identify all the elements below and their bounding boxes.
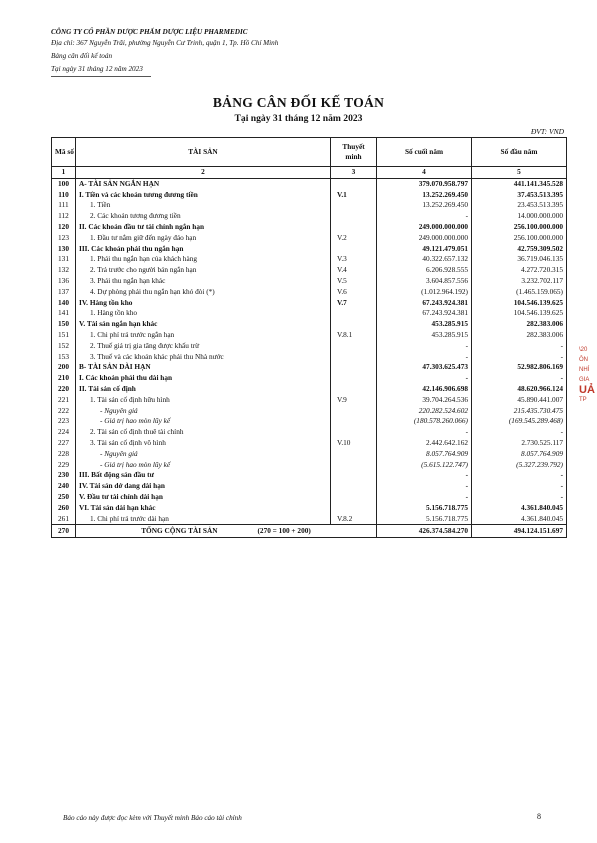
row-code: 250	[52, 492, 76, 503]
row-begin-value: 42.759.309.502	[472, 244, 567, 255]
row-end-value: -	[377, 341, 472, 352]
table-row	[52, 492, 567, 503]
table-row	[52, 222, 567, 233]
row-label: 3. Phải thu ngắn hạn khác	[76, 276, 331, 287]
row-end-value: 6.206.928.555	[377, 265, 472, 276]
row-end-value: 13.252.269.450	[377, 190, 472, 201]
row-label: - Nguyên giá	[76, 406, 331, 417]
table-row	[52, 438, 567, 449]
row-note: V.8.2	[331, 514, 377, 525]
table-row	[52, 460, 567, 471]
red-stamp-fragment	[579, 345, 597, 405]
table-row	[52, 341, 567, 352]
row-code: 136	[52, 276, 76, 287]
header-end-of-year: Số cuối năm	[377, 138, 472, 167]
row-end-value: 67.243.924.381	[377, 308, 472, 319]
row-end-value: -	[377, 481, 472, 492]
row-end-value: 47.303.625.473	[377, 362, 472, 373]
row-label: 2. Trả trước cho người bán ngắn hạn	[76, 265, 331, 276]
row-end-value: 49.121.479.051	[377, 244, 472, 255]
stamp-text: GIA	[579, 377, 590, 383]
row-label: V. Tài sản ngắn hạn khác	[76, 319, 331, 330]
row-code: 227	[52, 438, 76, 449]
row-label: 1. Chi phí trả trước dài hạn	[76, 514, 331, 525]
row-begin-value: 36.719.046.135	[472, 254, 567, 265]
row-end-value: 3.604.857.556	[377, 276, 472, 287]
row-note: V.7	[331, 298, 377, 309]
table-row	[52, 514, 567, 525]
row-note	[331, 449, 377, 460]
table-row	[52, 319, 567, 330]
row-begin-value: 52.982.806.169	[472, 362, 567, 373]
row-end-value: 40.322.657.132	[377, 254, 472, 265]
row-note	[331, 352, 377, 363]
row-label: B- TÀI SẢN DÀI HẠN	[76, 362, 331, 373]
total-begin-value: 494.124.151.697	[472, 525, 567, 538]
row-note: V.6	[331, 287, 377, 298]
table-row	[52, 190, 567, 201]
row-begin-value: 104.546.139.625	[472, 298, 567, 309]
row-note	[331, 178, 377, 189]
row-begin-value: 282.383.006	[472, 319, 567, 330]
row-label: III. Bất động sản đầu tư	[76, 470, 331, 481]
table-row	[52, 200, 567, 211]
table-row	[52, 449, 567, 460]
table-row	[52, 481, 567, 492]
row-end-value: 5.156.718.775	[377, 503, 472, 514]
header-code: Mã số	[52, 138, 76, 167]
row-begin-value: 37.453.513.395	[472, 190, 567, 201]
row-code: 220	[52, 384, 76, 395]
row-label: I. Tiền và các khoản tương đương tiền	[76, 190, 331, 201]
row-end-value: 8.057.764.909	[377, 449, 472, 460]
index-cell: 5	[472, 167, 567, 179]
row-label: II. Các khoản đầu tư tài chính ngắn hạn	[76, 222, 331, 233]
row-note	[331, 492, 377, 503]
row-end-value: -	[377, 352, 472, 363]
row-note: V.5	[331, 276, 377, 287]
page-title: BẢNG CÂN ĐỐI KẾ TOÁN	[212, 95, 385, 110]
table-row	[52, 308, 567, 319]
row-end-value: 67.243.924.381	[377, 298, 472, 309]
row-begin-value: -	[472, 470, 567, 481]
column-index-row	[52, 167, 567, 179]
row-code: 140	[52, 298, 76, 309]
row-code: 141	[52, 308, 76, 319]
row-note: V.1	[331, 190, 377, 201]
row-note: V.4	[331, 265, 377, 276]
row-note	[331, 416, 377, 427]
row-note: V.10	[331, 438, 377, 449]
stamp-text: ÔN	[579, 357, 588, 363]
row-begin-value: -	[472, 492, 567, 503]
row-begin-value: 4.361.840.045	[472, 503, 567, 514]
table-row	[52, 265, 567, 276]
row-label: A- TÀI SẢN NGẮN HẠN	[76, 178, 331, 189]
row-begin-value: 215.435.730.475	[472, 406, 567, 417]
row-code: 130	[52, 244, 76, 255]
row-end-value: 39.704.264.536	[377, 395, 472, 406]
row-code: 240	[52, 481, 76, 492]
row-end-value: 453.285.915	[377, 330, 472, 341]
row-label: 1. Tài sản cố định hữu hình	[76, 395, 331, 406]
total-label: TỔNG CỘNG TÀI SẢN	[141, 525, 218, 535]
index-cell: 3	[331, 167, 377, 179]
row-begin-value: 256.100.000.000	[472, 222, 567, 233]
row-end-value: (180.578.260.066)	[377, 416, 472, 427]
row-begin-value: -	[472, 427, 567, 438]
row-code: 153	[52, 352, 76, 363]
row-code: 120	[52, 222, 76, 233]
total-label-cell	[76, 525, 377, 538]
table-header-row	[52, 138, 567, 167]
row-code: 131	[52, 254, 76, 265]
page-subtitle: Tại ngày 31 tháng 12 năm 2023	[234, 113, 363, 124]
row-code: 123	[52, 233, 76, 244]
table-row	[52, 503, 567, 514]
row-note	[331, 481, 377, 492]
row-note	[331, 362, 377, 373]
table-row	[52, 427, 567, 438]
row-note: V.8.1	[331, 330, 377, 341]
table-row	[52, 244, 567, 255]
row-code: 228	[52, 449, 76, 460]
row-begin-value: 3.232.702.117	[472, 276, 567, 287]
header-note: Thuyết minh	[331, 138, 377, 167]
row-label: - Giá trị hao mòn lũy kế	[76, 416, 331, 427]
row-end-value: (1.012.964.192)	[377, 287, 472, 298]
row-label: 1. Phải thu ngắn hạn của khách hàng	[76, 254, 331, 265]
row-note	[331, 470, 377, 481]
row-end-value: 453.285.915	[377, 319, 472, 330]
row-end-value: 379.070.958.797	[377, 178, 472, 189]
table-row	[52, 287, 567, 298]
row-label: 1. Đầu tư nắm giữ đến ngày đáo hạn	[76, 233, 331, 244]
header-assets: TÀI SẢN	[76, 138, 331, 167]
row-end-value: 249.000.000.000	[377, 233, 472, 244]
row-begin-value: 8.057.764.909	[472, 449, 567, 460]
row-label: VI. Tài sản dài hạn khác	[76, 503, 331, 514]
row-end-value: -	[377, 427, 472, 438]
row-label: 3. Thuế và các khoản khác phải thu Nhà nước	[76, 352, 331, 363]
row-note	[331, 384, 377, 395]
row-end-value: 220.282.524.602	[377, 406, 472, 417]
report-date: Tại ngày 31 tháng 12 năm 2023	[51, 65, 143, 73]
row-code: 137	[52, 287, 76, 298]
table-row	[52, 211, 567, 222]
row-note	[331, 319, 377, 330]
row-end-value: 5.156.718.775	[377, 514, 472, 525]
row-code: 132	[52, 265, 76, 276]
row-end-value: -	[377, 373, 472, 384]
table-row	[52, 330, 567, 341]
row-label: 2. Các khoản tương đương tiền	[76, 211, 331, 222]
row-label: 4. Dự phòng phải thu ngắn hạn khó đòi (*)	[76, 287, 331, 298]
row-note	[331, 503, 377, 514]
row-code: 230	[52, 470, 76, 481]
row-label: III. Các khoản phải thu ngắn hạn	[76, 244, 331, 255]
index-cell: 2	[76, 167, 331, 179]
row-note	[331, 200, 377, 211]
row-code: 261	[52, 514, 76, 525]
stamp-text: TP	[579, 397, 587, 403]
row-label: 2. Thuế giá trị gia tăng được khấu trừ	[76, 341, 331, 352]
row-begin-value: 45.890.441.007	[472, 395, 567, 406]
row-end-value: 249.000.000.000	[377, 222, 472, 233]
row-end-value: -	[377, 211, 472, 222]
row-begin-value: -	[472, 481, 567, 492]
footer-note: Báo cáo này được đọc kèm với Thuyết minh Báo cáo tài chính	[63, 814, 242, 822]
row-note	[331, 427, 377, 438]
row-label: II. Tài sản cố định	[76, 384, 331, 395]
row-begin-value: 4.272.720.315	[472, 265, 567, 276]
header-divider	[51, 76, 151, 77]
table-row	[52, 470, 567, 481]
table-row	[52, 362, 567, 373]
row-begin-value: -	[472, 352, 567, 363]
row-note	[331, 211, 377, 222]
page-number: 8	[537, 812, 541, 821]
row-begin-value: 256.100.000.000	[472, 233, 567, 244]
row-begin-value: 4.361.840.045	[472, 514, 567, 525]
row-code: 110	[52, 190, 76, 201]
row-label: 1. Tiền	[76, 200, 331, 211]
total-code: 270	[52, 525, 76, 538]
row-label: V. Đầu tư tài chính dài hạn	[76, 492, 331, 503]
table-row	[52, 384, 567, 395]
table-row	[52, 406, 567, 417]
table-row	[52, 298, 567, 309]
row-begin-value: 14.000.000.000	[472, 211, 567, 222]
stamp-text: NHÍ	[579, 367, 590, 373]
row-label: 2. Tài sản cố định thuê tài chính	[76, 427, 331, 438]
row-end-value: 42.146.906.698	[377, 384, 472, 395]
row-code: 100	[52, 178, 76, 189]
row-code: 150	[52, 319, 76, 330]
header-beginning-of-year: Số đầu năm	[472, 138, 567, 167]
company-name: CÔNG TY CỔ PHẦN DƯỢC PHẨM DƯỢC LIỆU PHARMEDIC	[51, 28, 248, 36]
row-note	[331, 244, 377, 255]
table-row	[52, 395, 567, 406]
table-row	[52, 416, 567, 427]
balance-sheet-table	[51, 137, 567, 538]
index-cell: 4	[377, 167, 472, 179]
row-begin-value: 104.546.139.625	[472, 308, 567, 319]
row-label: 3. Tài sản cố định vô hình	[76, 438, 331, 449]
row-note: V.2	[331, 233, 377, 244]
row-begin-value: 2.730.525.117	[472, 438, 567, 449]
row-note: V.3	[331, 254, 377, 265]
row-begin-value: 48.620.966.124	[472, 384, 567, 395]
row-label: IV. Hàng tồn kho	[76, 298, 331, 309]
table-row	[52, 373, 567, 384]
row-label: - Nguyên giá	[76, 449, 331, 460]
row-code: 200	[52, 362, 76, 373]
row-code: 223	[52, 416, 76, 427]
table-row	[52, 254, 567, 265]
row-end-value: -	[377, 470, 472, 481]
row-note	[331, 460, 377, 471]
row-end-value: -	[377, 492, 472, 503]
row-begin-value: (5.327.239.792)	[472, 460, 567, 471]
row-code: 222	[52, 406, 76, 417]
row-code: 152	[52, 341, 76, 352]
row-note	[331, 406, 377, 417]
row-code: 210	[52, 373, 76, 384]
company-address: Địa chỉ: 367 Nguyễn Trãi, phường Nguyễn Cư Trinh, quận 1, Tp. Hồ Chí Minh	[51, 39, 279, 47]
row-code: 112	[52, 211, 76, 222]
stamp-text: UẢ	[579, 384, 595, 396]
row-note	[331, 222, 377, 233]
table-row	[52, 276, 567, 287]
row-code: 151	[52, 330, 76, 341]
row-label: - Giá trị hao mòn lũy kế	[76, 460, 331, 471]
stamp-text: \20	[579, 347, 588, 353]
document-name: Bảng cân đối kế toán	[51, 52, 113, 60]
table-row	[52, 178, 567, 189]
index-cell: 1	[52, 167, 76, 179]
total-row	[52, 525, 567, 538]
row-label: I. Các khoản phải thu dài hạn	[76, 373, 331, 384]
row-begin-value: 441.141.345.528	[472, 178, 567, 189]
total-formula: (270 = 100 + 200)	[257, 525, 311, 535]
row-label: IV. Tài sản dở dang dài hạn	[76, 481, 331, 492]
row-label: 1. Hàng tồn kho	[76, 308, 331, 319]
row-label: 1. Chi phí trả trước ngắn hạn	[76, 330, 331, 341]
table-row	[52, 352, 567, 363]
row-note	[331, 373, 377, 384]
row-code: 224	[52, 427, 76, 438]
row-begin-value: (169.545.289.468)	[472, 416, 567, 427]
row-code: 111	[52, 200, 76, 211]
row-note	[331, 341, 377, 352]
row-code: 221	[52, 395, 76, 406]
row-end-value: 13.252.269.450	[377, 200, 472, 211]
row-begin-value: 23.453.513.395	[472, 200, 567, 211]
row-note	[331, 308, 377, 319]
currency-unit: ĐVT: VND	[530, 127, 564, 136]
row-end-value: 2.442.642.162	[377, 438, 472, 449]
row-begin-value: -	[472, 341, 567, 352]
row-note: V.9	[331, 395, 377, 406]
row-end-value: (5.615.122.747)	[377, 460, 472, 471]
row-begin-value: -	[472, 373, 567, 384]
row-code: 260	[52, 503, 76, 514]
row-begin-value: 282.383.006	[472, 330, 567, 341]
table-row	[52, 233, 567, 244]
total-end-value: 426.374.584.270	[377, 525, 472, 538]
row-code: 229	[52, 460, 76, 471]
row-begin-value: (1.465.159.065)	[472, 287, 567, 298]
